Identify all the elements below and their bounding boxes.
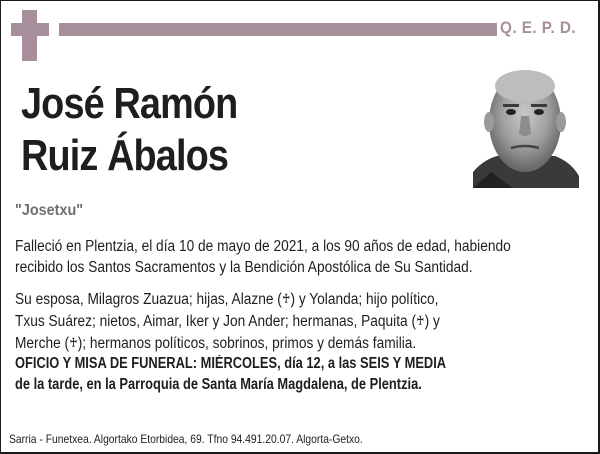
death-notice-paragraph: [15, 236, 511, 278]
text-segment: ) y Yolanda; hijo político,: [290, 291, 439, 308]
text-segment: Txus Suárez; nietos, Aimar, Iker y Jon Ander; hermanas, Paquita (: [15, 313, 417, 330]
text-line: recibido los Santos Sacramentos y la Bendición Apostólica de Su Santidad.: [15, 259, 473, 276]
text-line: [15, 332, 440, 354]
header-band: [59, 23, 497, 36]
text-segment: ) y: [424, 313, 440, 330]
deceased-alias: "Josetxu": [15, 202, 84, 219]
text-line: Falleció en Plentzia, el día 10 de mayo de 2021, a los 90 años de edad, habiendo: [15, 238, 511, 255]
qepd-label: Q. E. P. D.: [500, 18, 577, 37]
text-line: [15, 310, 440, 332]
text-line: [15, 288, 440, 310]
name-line-2: Ruiz Ábalos: [21, 131, 229, 180]
family-paragraph: [15, 288, 440, 354]
text-segment: Merche (: [15, 335, 70, 352]
cross-horizontal-bar: [11, 23, 49, 36]
text-segment: Su esposa, Milagros Zuazua; hijas, Alazne (: [15, 291, 282, 308]
portrait-photo: [473, 60, 579, 188]
text-line: de la tarde, en la Parroquia de Santa María Magdalena, de Plentzia.: [15, 376, 422, 393]
deceased-cross-icon: ♰: [281, 291, 291, 306]
funeral-service-paragraph: [15, 353, 446, 395]
text-line: OFICIO Y MISA DE FUNERAL: MIÉRCOLES, día 12, a las SEIS Y MEDIA: [15, 355, 447, 372]
name-line-1: José Ramón: [21, 79, 238, 128]
deceased-cross-icon: ♰: [416, 313, 425, 328]
funeral-home-footer: Sarria - Funetxea. Algortako Etorbidea, 69. Tfno 94.491.20.07. Algorta-Getxo.: [9, 432, 363, 446]
deceased-cross-icon: ♰: [69, 335, 78, 350]
deceased-name: [21, 78, 237, 182]
text-segment: ); hermanos políticos, sobrinos, primos y demás familia.: [77, 335, 417, 352]
